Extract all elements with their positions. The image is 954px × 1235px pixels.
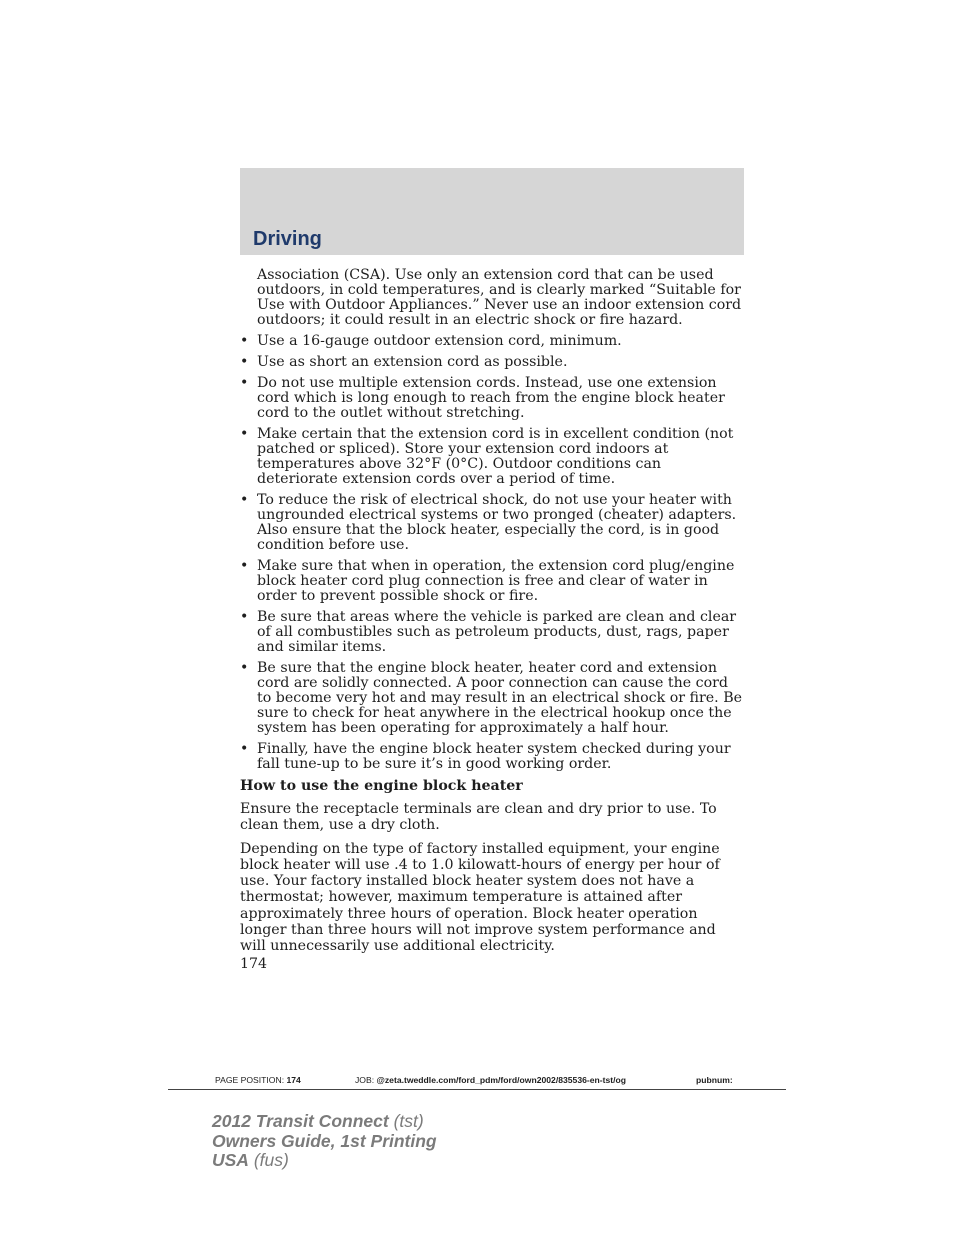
section-header-band	[240, 168, 744, 255]
job-path: JOB: @zeta.tweddle.com/ford_pdm/ford/own2002/835536-en-tst/og	[355, 1075, 627, 1085]
list-item: • Be sure that the engine block heater, heater cord and extension cord are solidly connected. A poor connection can cause the cord to become very hot and may result in an electrical shock or fire. Be sure to check for heat anywhere in the electrical hookup once the system has been operating for approximately a half hour.	[240, 660, 743, 736]
section-title: Driving	[253, 228, 322, 250]
list-item: • Use as short an extension cord as possible.	[240, 354, 568, 370]
paragraph: Ensure the receptacle terminals are clean and dry prior to use. To clean them, use a dry cloth.	[240, 801, 717, 834]
bullet-icon: •	[240, 741, 249, 757]
list-item: • Use a 16-gauge outdoor extension cord, minimum.	[240, 333, 622, 349]
bullet-icon: •	[240, 426, 249, 442]
bullet-icon: •	[240, 609, 249, 625]
edition-info	[212, 1112, 437, 1171]
list-item: • Make certain that the extension cord is in excellent condition (not patched or spliced). Store your extension cord indoors at temperatures above 32°F (0°C). Outdoor conditions can deteriorate extension cords over a period of time.	[240, 426, 734, 487]
edition-guide: Owners Guide, 1st Printing	[212, 1130, 437, 1151]
page-number: 174	[240, 955, 268, 972]
bullet-icon: •	[240, 375, 249, 391]
list-item: • Be sure that areas where the vehicle is parked are clean and clear of all combustibles such as petroleum products, dust, rags, paper and similar items.	[240, 609, 737, 655]
intro-continuation: Association (CSA). Use only an extension cord that can be used outdoors, in cold temperatures, and is clearly marked “Suitable for Use with Outdoor Appliances.” Never use an indoor extension cord outdoors; it could result in an electric shock or fire hazard.	[257, 267, 742, 328]
list-item: • Do not use multiple extension cords. Instead, use one extension cord which is long enough to reach from the engine block heater cord to the outlet without stretching.	[240, 375, 725, 421]
bullet-icon: •	[240, 354, 249, 370]
bullet-icon: •	[240, 558, 249, 574]
list-item: • Finally, have the engine block heater system checked during your fall tune-up to be sure it’s in good working order.	[240, 741, 731, 772]
edition-market: USA (fus)	[212, 1150, 289, 1170]
edition-model: 2012 Transit Connect (tst)	[212, 1111, 424, 1131]
page-position: PAGE POSITION: 174	[215, 1075, 301, 1085]
footer-divider	[168, 1089, 786, 1090]
bullet-icon: •	[240, 492, 249, 508]
bullet-list	[240, 334, 746, 772]
pubnum: pubnum:	[696, 1075, 733, 1085]
bullet-icon: •	[240, 333, 249, 349]
page-content	[240, 268, 746, 972]
list-item: • To reduce the risk of electrical shock, do not use your heater with ungrounded electrical systems or two pronged (cheater) adapters. Also ensure that the block heater, especially the cord, is in good condition before use.	[240, 492, 737, 553]
bullet-icon: •	[240, 660, 249, 676]
list-item: • Make sure that when in operation, the extension cord plug/engine block heater cord plug connection is free and clear of water in order to prevent possible shock or fire.	[240, 558, 735, 604]
paragraph: Depending on the type of factory installed equipment, your engine block heater will use .4 to 1.0 kilowatt-hours of energy per hour of use. Your factory installed block heater system does not have a thermostat; however, maximum temperature is attained after approximately three hours of operation. Block heater operation longer than three hours will not improve system performance and will unnecessarily use additional electricity.	[240, 840, 720, 955]
subheading: How to use the engine block heater	[240, 778, 523, 794]
